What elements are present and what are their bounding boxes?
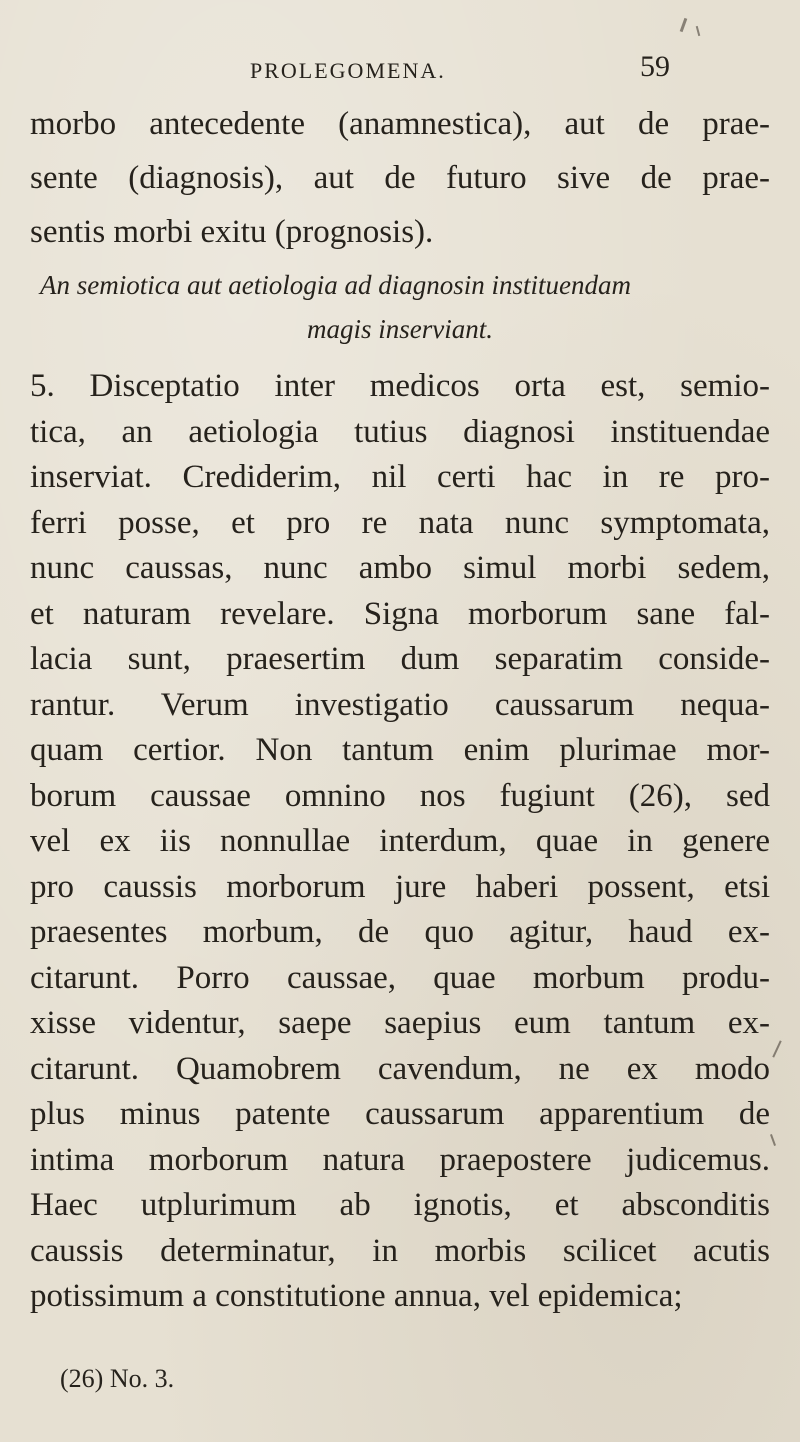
text-line: intima morborum natura praepostere judicemus. xyxy=(30,1142,770,1178)
text-line: nunc caussas, nunc ambo simul morbi sedem, xyxy=(30,550,770,586)
paper-speck xyxy=(772,1040,781,1057)
text-line: 5. Disceptatio inter medicos orta est, semio- xyxy=(30,368,770,404)
text-line: quam certior. Non tantum enim plurimae mor- xyxy=(30,732,770,768)
text-line: Haec utplurimum ab ignotis, et absconditis xyxy=(30,1187,770,1223)
text-line: sentis morbi exitu (prognosis). xyxy=(30,214,434,250)
text-line: vel ex iis nonnullae interdum, quae in genere xyxy=(30,823,770,859)
text-line: plus minus patente caussarum apparentium de xyxy=(30,1096,770,1132)
footnote: (26) No. 3. xyxy=(60,1364,175,1393)
text-line: xisse videntur, saepe saepius eum tantum ex- xyxy=(30,1005,770,1041)
text-line: ferri posse, et pro re nata nunc symptomata, xyxy=(30,505,770,541)
text-line: sente (diagnosis), aut de futuro sive de prae- xyxy=(30,160,770,196)
text-line: rantur. Verum investigatio caussarum nequa- xyxy=(30,687,770,723)
section-heading: magis inserviant. xyxy=(307,314,493,344)
page-header xyxy=(250,50,670,90)
page-number: 59 xyxy=(640,50,670,83)
text-line: borum caussae omnino nos fugiunt (26), sed xyxy=(30,778,770,814)
text-line: praesentes morbum, de quo agitur, haud ex- xyxy=(30,914,770,950)
text-line: citarunt. Porro caussae, quae morbum produ- xyxy=(30,960,770,996)
paper-speck xyxy=(680,18,688,32)
text-line: inserviat. Crediderim, nil certi hac in re pro- xyxy=(30,459,770,495)
running-title: PROLEGOMENA. xyxy=(250,58,446,83)
text-line: potissimum a constitutione annua, vel epidemica; xyxy=(30,1278,683,1314)
text-line: caussis determinatur, in morbis scilicet acutis xyxy=(30,1233,770,1269)
text-line: et naturam revelare. Signa morborum sane fal- xyxy=(30,596,770,632)
text-line: morbo antecedente (anamnestica), aut de prae- xyxy=(30,106,770,142)
section-heading: An semiotica aut aetiologia ad diagnosin instituendam xyxy=(40,270,631,300)
text-line: lacia sunt, praesertim dum separatim conside- xyxy=(30,641,770,677)
text-line: pro caussis morborum jure haberi possent, etsi xyxy=(30,869,770,905)
text-line: tica, an aetiologia tutius diagnosi instituendae xyxy=(30,414,770,450)
paper-speck xyxy=(696,26,701,36)
paper-speck xyxy=(770,1134,776,1146)
text-line: citarunt. Quamobrem cavendum, ne ex modo xyxy=(30,1051,770,1087)
